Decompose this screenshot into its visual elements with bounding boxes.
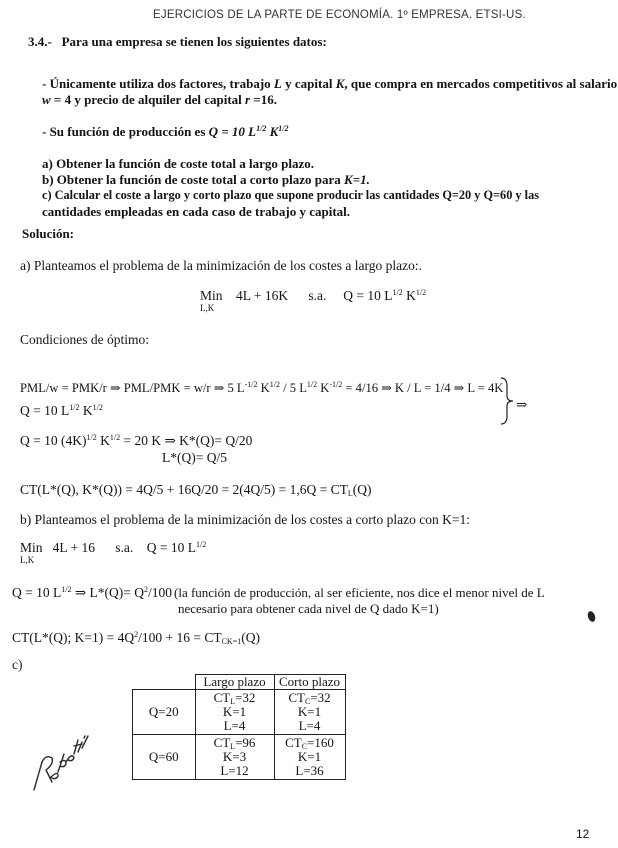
page-header: EJERCICIOS DE LA PARTE DE ECONOMÍA. 1º EMPRESA. ETSI-US.: [153, 9, 526, 21]
factors-line-2: w = 4 y precio de alquiler del capital r =16.: [42, 92, 277, 107]
problem-title: [28, 34, 327, 50]
header-corto-plazo: Corto plazo: [274, 675, 345, 690]
part-c-label: c): [12, 657, 23, 672]
long-run-cost: CT(L*(Q), $K*(Q)) = 4Q/5 + 16Q/20 = 2(4Q/5) = 1,6Q = CT_L(Q)$: [20, 482, 372, 498]
l-star-line: L*(Q)= Q/5: [162, 450, 227, 465]
note-line-2: necesario para obtener cada nivel de Q dado K=1): [178, 601, 439, 616]
production-function: - Su función de producción es Q = 10 $L^{1/2}$ $K^{1/2}$: [42, 124, 289, 139]
factors-line-1: - Únicamente utiliza dos factores, trabajo L y capital K, que compra en mercados competitivos al salario: [42, 76, 618, 91]
row-q-label: Q=60: [133, 735, 196, 780]
handwritten-repetir-annotation: [28, 732, 90, 798]
question-c-line-1: c) Calcular el coste a largo y corto plazo que supone producir las cantidades Q=20 y Q=60 y las: [42, 188, 540, 202]
problem-number: 3.4.-: [28, 34, 52, 49]
problem-intro: Para una empresa se tienen los siguientes datos:: [61, 34, 327, 49]
question-b: b) Obtener la función de coste total a corto plazo para K=1.: [42, 172, 370, 187]
optimality-equation: PML/w = PMK/r ⇒ PML/PMK = w/r ⇒ 5 $L^{-1/2}$ $K^{1/2} / 5$ $L^{1/2}$ $K^{-1/2} = 4/16$ ⇒ K / L = 1/4 ⇒ L = 4K: [20, 380, 504, 395]
conditions-title: Condiciones de óptimo:: [20, 332, 149, 347]
right-brace-icon: [499, 376, 515, 426]
page-number: 12: [576, 827, 590, 841]
short-run-cost: CT(L*(Q); $K=1) = 4Q^2/100 + 16 = CT_{CK=1}(Q)$: [12, 630, 260, 646]
solution-title: Solución:: [22, 226, 75, 241]
solution-b-intro: b) Planteamos el problema de la minimización de los costes a corto plazo con K=1:: [20, 512, 470, 527]
solution-a-intro: a) Planteamos el problema de la minimización de los costes a largo plazo:.: [20, 258, 423, 273]
short-run-cell: $CT_C=32$ K=1 L=4: [274, 690, 345, 735]
min-word: Min: [200, 288, 223, 303]
min-subscript: L,K: [200, 303, 215, 313]
short-run-labor: Q = 10 $L^{1/2}$ ⇒ $L*(Q)= Q^2/100$: [12, 585, 173, 600]
short-run-cell: $CT_C=160$ K=1 L=36: [274, 735, 345, 780]
row-q-label: Q=20: [133, 690, 196, 735]
results-table: [132, 674, 346, 780]
table-header-row: [133, 675, 346, 690]
table-row: [133, 735, 346, 780]
min-problem-long: Min 4L + 16K s.a. Q = 10 $L^{1/2}$ $K^{1/2}$: [200, 288, 427, 303]
table-row: [133, 690, 346, 735]
ink-spot: [586, 610, 596, 623]
min2-subscript: L,K: [20, 555, 35, 565]
header-largo-plazo: Largo plazo: [195, 675, 274, 690]
note-line-1: (la función de producción, al ser eficiente, nos dice el menor nivel de L: [174, 585, 545, 600]
production-constraint: Q = 10 $L^{1/2}$ $K^{1/2}$: [20, 403, 103, 418]
min-problem-short: Min 4L + 16 s.a. Q = 10 $L^{1/2}$: [20, 540, 207, 555]
question-c-line-2: cantidades empleadas en cada caso de trabajo y capital.: [42, 204, 351, 219]
long-run-cell: $CT_L=96$ K=3 L=12: [195, 735, 274, 780]
implies-arrow: ⇒: [516, 397, 528, 412]
question-a: a) Obtener la función de coste total a largo plazo.: [42, 156, 315, 171]
substitution-line: Q = 10 $(4K)^{1/2}$ $K^{1/2} = 20$ K ⇒ K*(Q)= Q/20: [20, 433, 253, 448]
long-run-cell: $CT_L=32$ K=1 L=4: [195, 690, 274, 735]
